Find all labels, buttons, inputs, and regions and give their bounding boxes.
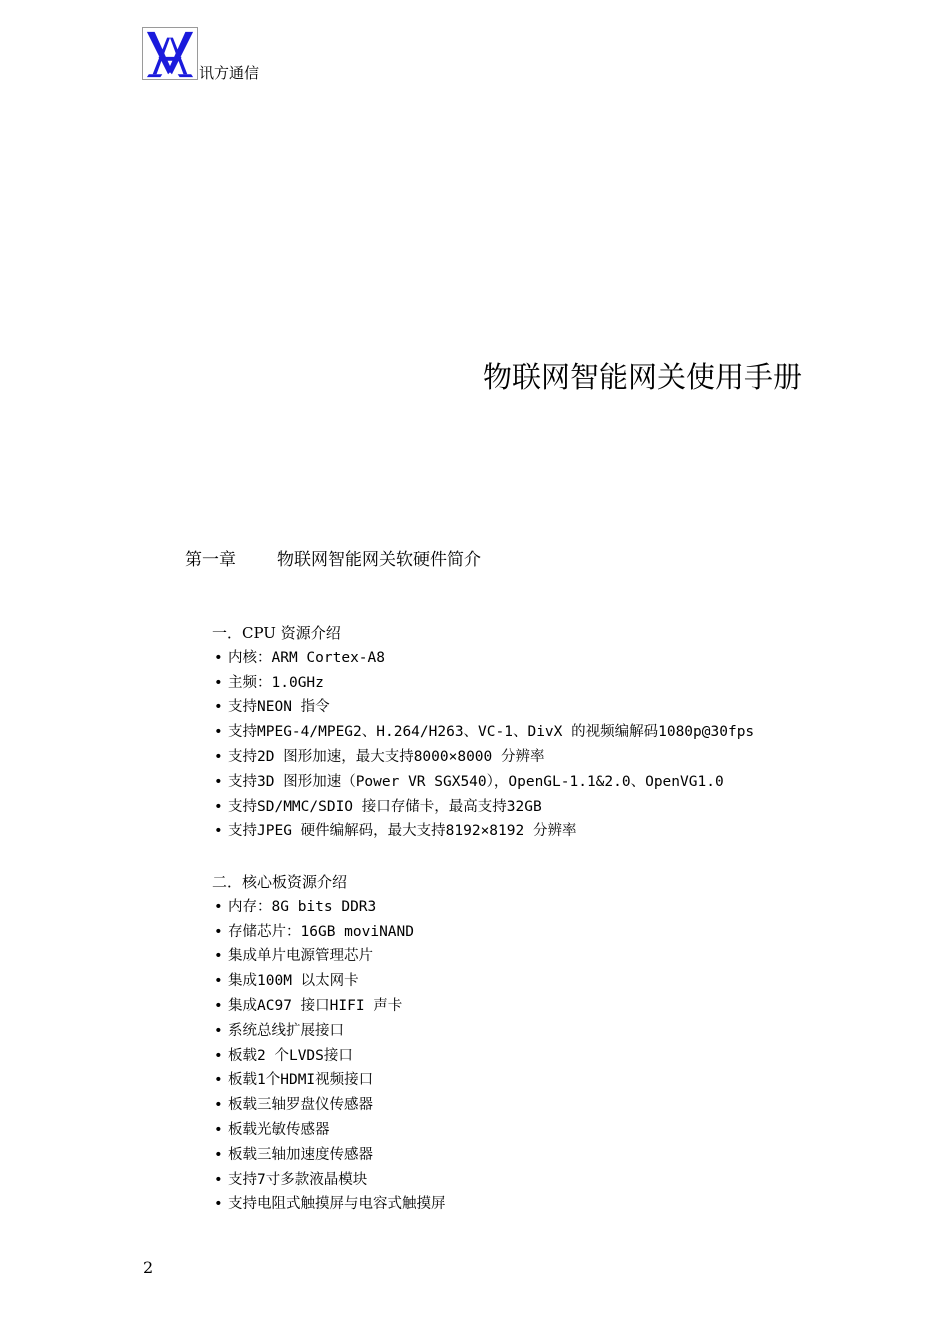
list-item [212,920,446,945]
list-item-text: 支持电阻式触摸屏与电容式触摸屏 [228,1196,446,1213]
list-item [212,770,754,795]
bullet-icon: • [214,798,223,815]
bullet-icon: • [214,973,223,990]
bullet-icon: • [214,748,223,765]
list-item-text: 支持2D 图形加速，最大支持8000×8000 分辨率 [228,748,545,765]
bullet-icon: • [214,1196,223,1213]
list-item-text: 支持NEON 指令 [228,699,330,716]
list-item [212,1118,446,1143]
list-item-text: 支持7寸多款液晶模块 [228,1171,368,1188]
bullet-icon: • [214,923,223,940]
list-item [212,720,754,745]
list-item [212,745,754,770]
list-item-text: 内核：ARM Cortex-A8 [228,649,385,666]
list-item [212,1093,446,1118]
section-core-board-resources [212,870,446,1217]
list-item-text: 支持JPEG 硬件编解码，最大支持8192×8192 分辨率 [228,823,577,840]
list-item-text: 板载三轴罗盘仪传感器 [228,1097,373,1114]
section-title: 一．CPU 资源介绍 [212,624,341,642]
list-item [212,1168,446,1193]
bullet-icon: • [214,1022,223,1039]
list-item-text: 板载三轴加速度传感器 [228,1146,373,1163]
bullet-icon: • [214,1146,223,1163]
bullet-icon: • [214,1171,223,1188]
list-item [212,1192,446,1217]
list-item [212,895,446,920]
list-item [212,695,754,720]
bullet-icon: • [214,1121,223,1138]
list-item [212,944,446,969]
company-name: 讯方通信 [199,64,260,82]
list-item-text: 板载1个HDMI视频接口 [228,1072,374,1089]
page-number: 2 [143,1258,154,1277]
list-item [212,969,446,994]
bullet-icon: • [214,1097,223,1114]
section-title: 二．核心板资源介绍 [212,873,348,891]
chapter-title: 物联网智能网关软硬件简介 [277,550,481,570]
company-logo-icon [142,27,198,80]
list-item [212,646,754,671]
list-item-text: 系统总线扩展接口 [228,1022,344,1039]
list-item-text: 集成AC97 接口HIFI 声卡 [228,997,403,1014]
list-item [212,819,754,844]
bullet-icon: • [214,674,223,691]
list-item [212,671,754,696]
section-cpu-resources [212,621,754,844]
list-item-text: 板载2 个LVDS接口 [228,1047,353,1064]
bullet-icon: • [214,948,223,965]
list-item [212,1019,446,1044]
list-item-text: 主频：1.0GHz [228,674,324,691]
bullet-icon: • [214,1047,223,1064]
bullet-icon: • [214,724,223,741]
list-item [212,1143,446,1168]
list-item-text: 板载光敏传感器 [228,1121,330,1138]
list-item-text: 支持SD/MMC/SDIO 接口存储卡，最高支持32GB [228,798,542,815]
bullet-icon: • [214,997,223,1014]
bullet-icon: • [214,773,223,790]
bullet-icon: • [214,699,223,716]
list-item-text: 存储芯片：16GB moviNAND [228,923,414,940]
bullet-icon: • [214,898,223,915]
bullet-icon: • [214,649,223,666]
list-item-text: 集成100M 以太网卡 [228,973,359,990]
list-item [212,795,754,820]
list-item-text: 支持3D 图形加速（Power VR SGX540），OpenGL-1.1&2.0、OpenVG1.0 [228,773,724,790]
chapter-heading [185,548,481,572]
list-item [212,994,446,1019]
core-board-feature-list [212,895,446,1217]
chapter-number: 第一章 [185,550,236,570]
document-title: 物联网智能网关使用手册 [482,360,802,394]
list-item [212,1068,446,1093]
cpu-feature-list [212,646,754,844]
list-item-text: 支持MPEG-4/MPEG2、H.264/H263、VC-1、DivX 的视频编解码1080p@30fps [228,724,755,741]
bullet-icon: • [214,1072,223,1089]
bullet-icon: • [214,823,223,840]
list-item [212,1044,446,1069]
list-item-text: 内存：8G bits DDR3 [228,898,377,915]
list-item-text: 集成单片电源管理芯片 [228,948,373,965]
